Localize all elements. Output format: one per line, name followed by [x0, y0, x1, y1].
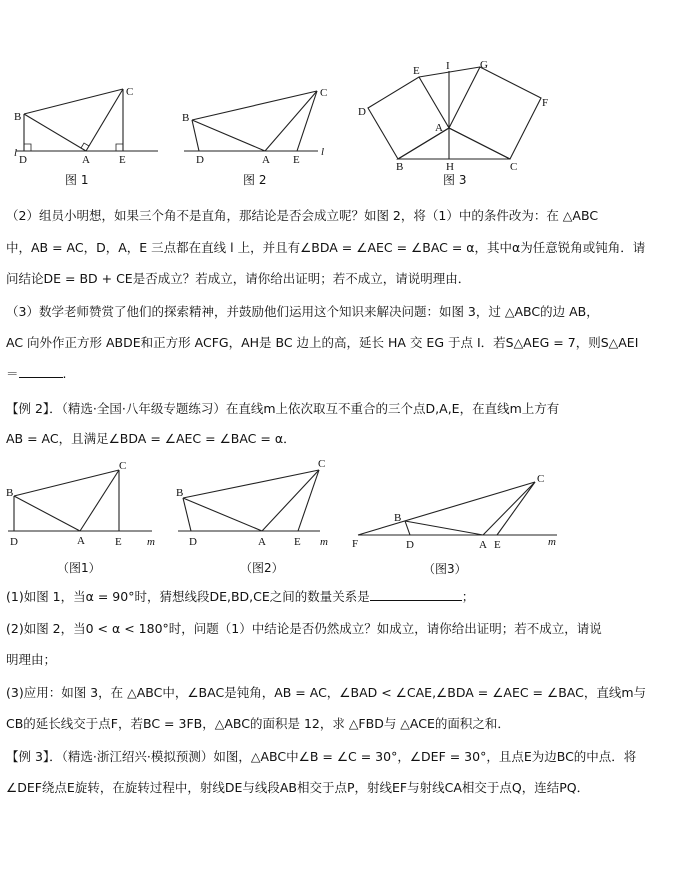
label-G: G: [480, 59, 488, 71]
label-B: B: [176, 487, 184, 499]
question-1: [6, 589, 674, 605]
label-E: E: [494, 539, 501, 551]
label-B: B: [6, 487, 14, 499]
top-figure-2-caption: 图 2: [243, 173, 267, 187]
example3-line-2: ∠DEF绕点E旋转，在旋转过程中，射线DE与线段AB相交于点P，射线EF与射线CA相交于点Q，连结PQ．: [6, 780, 590, 795]
label-m: m: [320, 536, 328, 548]
part2-line-2: 中，AB = AC，D，A，E 三点都在直线 l 上，并且有∠BDA = ∠AEC = ∠BAC = α，其中α为任意锐角或钝角．请: [6, 240, 646, 255]
label-l: l: [14, 147, 18, 159]
label-E: E: [294, 536, 301, 548]
label-C: C: [537, 473, 545, 485]
segment-BD: [405, 521, 410, 535]
label-B: B: [396, 161, 404, 173]
label-H: H: [446, 161, 454, 173]
example3-line-1: 【例 3】．（精选·浙江绍兴·模拟预测）如图，△ABC中∠B = ∠C = 30°，∠DEF = 30°，且点E为边BC的中点．将: [6, 749, 637, 764]
label-A: A: [262, 154, 270, 166]
label-E: E: [119, 154, 126, 166]
label-A: A: [77, 535, 85, 547]
label-D: D: [189, 536, 197, 548]
segment-CE: [497, 482, 535, 535]
label-E: E: [115, 536, 122, 548]
label-A: A: [435, 122, 443, 134]
label-C: C: [320, 87, 328, 99]
label-C: C: [510, 161, 518, 173]
label-A: A: [479, 539, 487, 551]
part2-line-1: （2）组员小明想，如果三个角不是直角，那结论是否会成立呢？如图 2，将（1）中的条件改为：在 △ABC: [6, 208, 599, 223]
part3-line-3: ＝ .: [6, 366, 67, 381]
label-E: E: [293, 154, 300, 166]
label-m: m: [548, 536, 556, 548]
label-C: C: [318, 458, 326, 470]
top-figure-3-caption: 图 3: [443, 173, 467, 187]
label-B: B: [14, 111, 22, 123]
label-A: A: [258, 536, 266, 548]
label-D: D: [358, 106, 366, 118]
top-figure-1-caption: 图 1: [65, 173, 89, 187]
label-C: C: [126, 86, 134, 98]
mid-figure-3-caption: （图3）: [423, 562, 467, 576]
question-2-line-2: 明理由；: [6, 652, 57, 667]
label-D: D: [196, 154, 204, 166]
label-A: A: [82, 154, 90, 166]
segment-BA: [405, 521, 483, 535]
label-l: l: [321, 146, 325, 158]
question-2-line-1: (2)如图 2，当0 < α < 180°时，问题（1）中结论是否仍然成立？如成立，请你给出证明；若不成立，请说: [6, 621, 602, 636]
part3-equals: ＝: [6, 366, 19, 381]
label-B: B: [182, 112, 190, 124]
mid-figure-2-caption: （图2）: [240, 561, 284, 575]
label-B: B: [394, 512, 402, 524]
question-1-text: (1)如图 1，当α = 90°时，猜想线段DE,BD,CE之间的数量关系是: [6, 589, 370, 604]
question-1-end: ；: [461, 589, 475, 604]
label-m: m: [147, 536, 155, 548]
label-I: I: [446, 60, 450, 72]
question-3-line-1: (3)应用：如图 3，在 △ABC中，∠BAC是钝角，AB = AC，∠BAD < ∠CAE,∠BDA = ∠AEC = ∠BAC，直线m与: [6, 685, 647, 700]
label-C: C: [119, 460, 127, 472]
answer-blank: [370, 590, 462, 601]
part3-line-2: AC 向外作正方形 ABDE和正方形 ACFG，AH是 BC 边上的高，延长 HA 交 EG 于点 I．若S△AEG = 7，则S△AEI: [6, 335, 639, 350]
label-F: F: [352, 538, 359, 550]
part2-line-3: 问结论DE = BD + CE是否成立？若成立，请你给出证明；若不成立，请说明理由．: [6, 271, 471, 286]
label-D: D: [19, 154, 27, 166]
question-3-line-2: CB的延长线交于点F，若BC = 3FB，△ABC的面积是 12，求 △FBD与 △ACE的面积之和．: [6, 716, 510, 731]
part3-line-1: （3）数学老师赞赏了他们的探索精神，并鼓励他们运用这个知识来解决问题：如图 3，过 △ABC的边 AB，: [6, 304, 599, 319]
mid-figure-1-caption: （图1）: [57, 561, 101, 575]
label-D: D: [10, 536, 18, 548]
label-F: F: [542, 97, 549, 109]
label-E: E: [413, 65, 420, 77]
example2-line-1: 【例 2】．（精选·全国·八年级专题练习）在直线m上依次取互不重合的三个点D,A,E，在直线m上方有: [6, 401, 560, 416]
example2-line-2: AB = AC，且满足∠BDA = ∠AEC = ∠BAC = α．: [6, 431, 296, 446]
label-D: D: [406, 539, 414, 551]
